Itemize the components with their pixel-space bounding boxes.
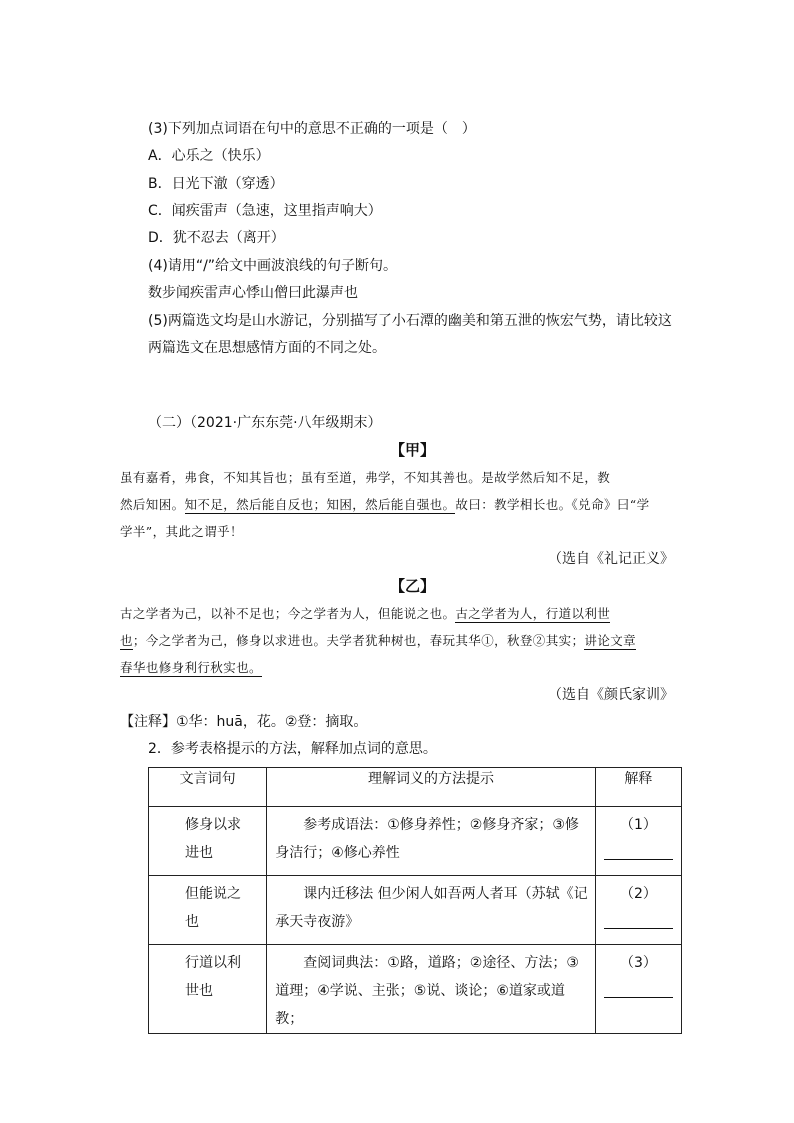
passage-jia-underlined: 知不足，然后能自反也；知困，然后能自强也。 bbox=[184, 497, 456, 512]
passage-yi-underlined-2-end: 春华也修身利行秋实也。 bbox=[120, 660, 262, 675]
table-row bbox=[149, 807, 682, 876]
q3-stem: (3)下列加点词语在句中的意思不正确的一项是（ ） bbox=[148, 121, 476, 137]
q5-line-1: (5)两篇选文均是山水游记，分别描写了小石潭的幽美和第五泄的恢宏气势，请比较这 bbox=[148, 313, 672, 329]
passage-yi-line-2-middle: ；今之学者为己，修身以求进也。夫学者犹种树也，春玩其华①，秋登②其实； bbox=[132, 633, 585, 648]
row-2-answer[interactable] bbox=[595, 876, 681, 945]
row-1-phrase: 修身以求进也 bbox=[149, 807, 267, 876]
passage-yi-line-3 bbox=[120, 659, 262, 677]
q4-sentence: 数步闻疾雷声心悸山僧曰此瀑声也 bbox=[148, 285, 358, 301]
passage-jia-line-3: 学半”，其此之谓乎！ bbox=[120, 524, 243, 539]
row-1-answer-blank[interactable] bbox=[604, 839, 673, 860]
passage-jia-source: （选自《礼记正义》 bbox=[548, 551, 674, 567]
passage-jia-line-2-start: 然后知困。 bbox=[120, 497, 185, 512]
passage-jia-line-2 bbox=[120, 496, 649, 514]
header-method: 理解词义的方法提示 bbox=[267, 768, 596, 807]
row-3-answer[interactable] bbox=[595, 945, 681, 1034]
passage-yi-underlined-1-end: 也 bbox=[120, 633, 133, 648]
row-2-phrase: 但能说之也 bbox=[149, 876, 267, 945]
row-2-answer-number: （2） bbox=[619, 886, 657, 902]
table-row bbox=[149, 945, 682, 1034]
q3-option-d: D．犹不忍去（离开） bbox=[148, 230, 285, 246]
q5-line-2: 两篇选文在思想感情方面的不同之处。 bbox=[148, 340, 386, 356]
passage-jia-title: 【甲】 bbox=[390, 441, 436, 459]
q3-option-a: A．心乐之（快乐） bbox=[148, 148, 270, 164]
passage-yi-line-1-start: 古之学者为己，以补不足也；今之学者为人，但能说之也。 bbox=[120, 606, 456, 621]
passage-yi-source: （选自《颜氏家训》 bbox=[548, 687, 674, 703]
passage-yi-title: 【乙】 bbox=[390, 577, 436, 595]
passage-jia-line-2-end: 故曰：教学相长也。《兑命》曰“学 bbox=[455, 497, 650, 512]
interpretation-table bbox=[148, 767, 682, 1034]
table-header-row bbox=[149, 768, 682, 807]
q3-option-c: C．闻疾雷声（急速，这里指声响大） bbox=[148, 203, 382, 219]
row-3-answer-blank[interactable] bbox=[604, 977, 673, 998]
row-3-method: 查阅词典法：①路，道路；②途径、方法；③道理；④学说、主张；⑤说、谈论；⑥道家或道教； bbox=[267, 945, 596, 1034]
row-1-answer-number: （1） bbox=[619, 817, 657, 833]
passage-yi-underlined-2: 讲论文章 bbox=[584, 633, 637, 648]
passage-yi-line-1 bbox=[120, 605, 610, 623]
header-phrase: 文言词句 bbox=[149, 768, 267, 807]
section-heading: （二）（2021·广东东莞·八年级期末） bbox=[148, 415, 382, 431]
q3-option-b: B．日光下澈（穿透） bbox=[148, 176, 284, 192]
annotation-note: 【注释】①华：huā，花。②登：摘取。 bbox=[120, 714, 368, 730]
table-row bbox=[149, 876, 682, 945]
passage-yi-underlined-1: 古之学者为人，行道以利世 bbox=[455, 606, 611, 621]
row-2-answer-blank[interactable] bbox=[604, 908, 673, 929]
header-explanation: 解释 bbox=[595, 768, 681, 807]
row-1-answer[interactable] bbox=[595, 807, 681, 876]
passage-yi-line-2 bbox=[120, 632, 636, 650]
row-1-method: 参考成语法：①修身养性；②修身齐家；③修身洁行；④修心养性 bbox=[267, 807, 596, 876]
q4-stem: (4)请用“/”给文中画波浪线的句子断句。 bbox=[148, 258, 398, 274]
row-3-answer-number: （3） bbox=[619, 955, 657, 971]
row-3-phrase: 行道以利世也 bbox=[149, 945, 267, 1034]
row-2-method: 课内迁移法 但少闲人如吾两人者耳（苏轼《记承天寺夜游》 bbox=[267, 876, 596, 945]
q2-stem: 2．参考表格提示的方法，解释加点词的意思。 bbox=[148, 741, 437, 757]
passage-jia-line-1: 虽有嘉肴，弗食，不知其旨也；虽有至道，弗学，不知其善也。是故学然后知不足，教 bbox=[120, 470, 611, 485]
